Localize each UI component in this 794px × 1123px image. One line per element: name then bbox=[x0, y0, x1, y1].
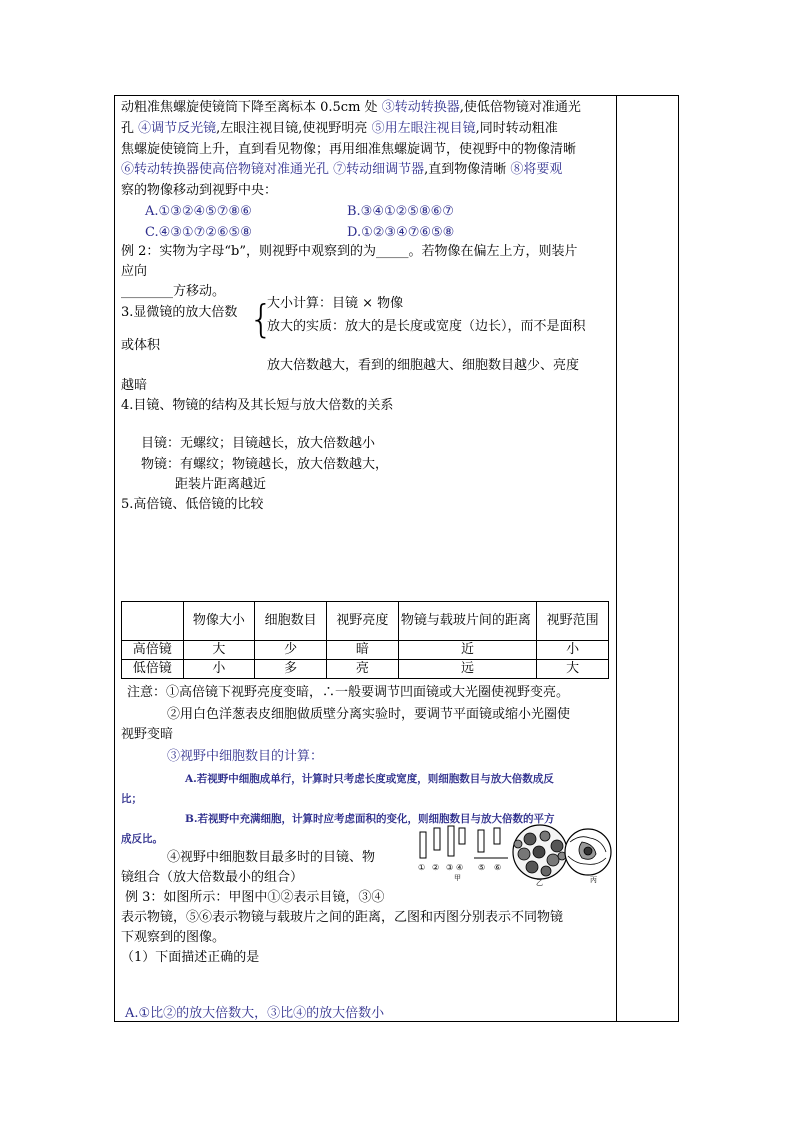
text-line: 放大倍数越大，看到的细胞越大、细胞数目越少、亮度 bbox=[267, 358, 580, 373]
text-line: 镜组合（放大倍数最小的组合） bbox=[121, 870, 304, 885]
text-line: 比； bbox=[121, 793, 142, 805]
table-cell: 暗 bbox=[327, 641, 399, 660]
eyepiece-2-shape bbox=[434, 828, 440, 850]
distance-6-shape bbox=[494, 828, 500, 844]
text-line: 或体积 bbox=[121, 338, 161, 353]
figure-label: ⑥ bbox=[494, 863, 502, 872]
text-line: 距装片距离越近 bbox=[175, 477, 267, 492]
column-divider bbox=[616, 96, 617, 1021]
text-line bbox=[121, 119, 558, 139]
note-3-a: A.若视野中细胞成单行，计算时只考虑长度或宽度，则细胞数目与放大倍数成反 bbox=[185, 773, 554, 785]
table-cell: 亮 bbox=[327, 660, 399, 679]
step-text: ,使低倍物镜对准通光 bbox=[459, 100, 581, 115]
option-d: D.①②③④⑦⑥⑤⑧ bbox=[347, 225, 455, 240]
text-line: 成反比。 bbox=[121, 833, 163, 845]
table-header-cell: 视野亮度 bbox=[327, 602, 399, 641]
table-cell: 远 bbox=[398, 660, 536, 679]
option-b: B.③④①②⑤⑧⑥⑦ bbox=[347, 204, 454, 219]
step-text: ③转动转换器 bbox=[381, 100, 460, 115]
text-line: 表示物镜，⑤⑥表示物镜与载玻片之间的距离，乙图和丙图分别表示不同物镜 bbox=[121, 910, 564, 925]
lesson-table-frame bbox=[114, 95, 679, 1022]
table-cell: 多 bbox=[255, 660, 327, 679]
brace-icon: { bbox=[249, 297, 274, 341]
table-row bbox=[122, 660, 609, 679]
text-line: 视野变暗 bbox=[121, 727, 174, 742]
note-1: 注意：①高倍镜下视野亮度变暗，∴一般要调节凹面镜或大光圈使视野变亮。 bbox=[127, 685, 570, 700]
example-3: 例 3：如图所示：甲图中①②表示目镜，③④ bbox=[125, 890, 385, 905]
figure-label: ① bbox=[418, 863, 426, 872]
step-text: 动粗准焦螺旋使镜筒下降至离标本 0.5cm 处 bbox=[121, 100, 382, 115]
text-line bbox=[121, 160, 562, 180]
figure-label-jia: 甲 bbox=[454, 874, 461, 882]
objective-3-shape bbox=[448, 826, 454, 856]
note-3-b: B.若视野中充满细胞，计算时应考虑面积的变化，则细胞数目与放大倍数的平方 bbox=[185, 813, 555, 825]
table-cell: 低倍镜 bbox=[122, 660, 184, 679]
table-header-cell bbox=[122, 602, 184, 641]
table-header-cell: 视野范围 bbox=[537, 602, 609, 641]
section-3-title: 3.显微镜的放大倍数 bbox=[121, 305, 238, 320]
table-header-cell: 细胞数目 bbox=[255, 602, 327, 641]
figure-label: ③ bbox=[446, 863, 454, 872]
figure-label: ② bbox=[432, 863, 440, 872]
text-line: 物镜：有螺纹；物镜越长，放大倍数越大， bbox=[141, 457, 389, 472]
example-2: 例 2：实物为字母“b”，则视野中观察到的为_____。若物像在偏左上方，则装片 bbox=[121, 244, 578, 259]
eyepiece-1-shape bbox=[420, 832, 426, 858]
distance-5-shape bbox=[478, 830, 484, 852]
note-4: ④视野中细胞数目最多时的目镜、物 bbox=[167, 850, 376, 865]
table-cell: 大 bbox=[537, 660, 609, 679]
text-line: 下观察到的图像。 bbox=[121, 930, 226, 945]
note-2: ②用白色洋葱表皮细胞做质壁分离实验时，要调节平面镜或缩小光圈使 bbox=[167, 707, 571, 722]
step-text: ⑥转动转换器使高倍物镜对准通光孔 ⑦转动细调节器 bbox=[121, 162, 425, 177]
table-row bbox=[122, 641, 609, 660]
step-text: 孔 bbox=[121, 121, 139, 136]
step-text: ,左眼注视目镜,使视野明亮 bbox=[216, 121, 372, 136]
note-3: ③视野中细胞数目的计算： bbox=[167, 749, 324, 764]
figure-label-yi: 乙 bbox=[536, 879, 543, 886]
text-line: ________方移动。 bbox=[121, 284, 226, 299]
section-5-title: 5.高倍镜、低倍镜的比较 bbox=[121, 497, 264, 512]
table-cell: 小 bbox=[183, 660, 255, 679]
text-line: 目镜：无螺纹；目镜越长，放大倍数越小 bbox=[141, 436, 376, 451]
comparison-table bbox=[121, 601, 609, 679]
question-1: （1）下面描述正确的是 bbox=[121, 950, 260, 965]
text-line: 越暗 bbox=[121, 378, 148, 393]
table-cell: 小 bbox=[537, 641, 609, 660]
option-c: C.④③①⑦②⑥⑤⑧ bbox=[145, 225, 252, 240]
option-a: A.①③②④⑤⑦⑧⑥ bbox=[145, 204, 252, 219]
table-cell: 高倍镜 bbox=[122, 641, 184, 660]
table-header-row bbox=[122, 602, 609, 641]
text-line: 大小计算：目镜 × 物像 bbox=[267, 296, 404, 311]
text-line: 察的物像移动到视野中央： bbox=[121, 183, 278, 198]
figure-label: ④ bbox=[456, 863, 464, 872]
step-text: ④调节反光镜 bbox=[138, 121, 217, 136]
figure-label: ⑤ bbox=[478, 863, 486, 872]
answer-a: A.①比②的放大倍数大，③比④的放大倍数小 bbox=[125, 1006, 385, 1021]
microscope-figure bbox=[412, 824, 612, 886]
text-line bbox=[121, 98, 581, 118]
text-line: 焦螺旋使镜筒上升，直到看见物像；再用细准焦螺旋调节，使视野中的物像清晰 bbox=[121, 142, 577, 157]
text-line: 应向 bbox=[121, 264, 148, 279]
text-line: 放大的实质：放大的是长度或宽度（边长），而不是面积 bbox=[267, 319, 586, 334]
step-text: ⑧将要观 bbox=[510, 162, 563, 177]
step-text: ,同时转动粗准 bbox=[475, 121, 558, 136]
figure-label-bing: 丙 bbox=[590, 876, 597, 884]
objective-4-shape bbox=[459, 828, 465, 844]
table-cell: 大 bbox=[183, 641, 255, 660]
table-header-cell: 物镜与载玻片间的距离 bbox=[398, 602, 536, 641]
table-header-cell: 物像大小 bbox=[183, 602, 255, 641]
table-cell: 近 bbox=[398, 641, 536, 660]
section-4-title: 4.目镜、物镜的结构及其长短与放大倍数的关系 bbox=[121, 398, 394, 413]
table-cell: 少 bbox=[255, 641, 327, 660]
step-text: ⑤用左眼注视目镜 bbox=[371, 121, 476, 136]
step-text: ,直到物像清晰 bbox=[424, 162, 511, 177]
